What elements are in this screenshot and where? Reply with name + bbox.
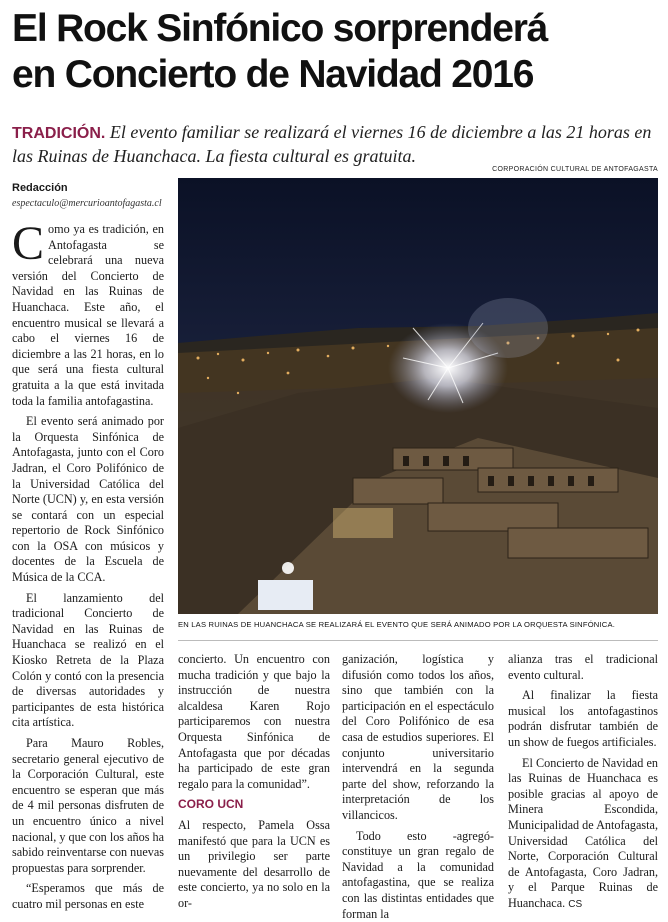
body-paragraph-11: Al finalizar la fiesta musical los antofagastinos podrán disfrutar también de un show de fuegos artificiales.: [508, 688, 658, 749]
headline-line-2: en Concierto de Navidad 2016: [12, 53, 534, 96]
article-column-1: [12, 217, 164, 911]
byline: [12, 182, 172, 209]
photo-caption: EN LAS RUINAS DE HUANCHACA SE REALIZARÁ EL EVENTO QUE SERÁ ANIMADO POR LA ORQUESTA SINFÓNICA.: [178, 620, 616, 629]
photo-credit: CORPORACIÓN CULTURAL DE ANTOFAGASTA: [492, 166, 658, 173]
end-mark: CS: [568, 898, 583, 910]
article-column-2: [178, 652, 330, 910]
byline-email: espectaculo@mercurioantofagasta.cl: [12, 198, 162, 209]
concert-photo: [178, 178, 658, 614]
lead-text: El evento familiar se realizará el viernes 16 de diciembre a las 21 horas en las Ruinas de Huanchaca. La fiesta cultural es gratuita.: [12, 122, 652, 166]
photo-illustration: [178, 178, 658, 614]
body-paragraph-1: [12, 217, 164, 409]
article-column-4: [508, 652, 658, 910]
body-paragraph-3: El lanzamiento del tradicional Concierto de Navidad en las Ruinas de Huanchaca se realizó en el Kiosko Retreta de la Plaza Colón y contó con la presencia de diversas autoridades y participantes de esta histórica cita artística.: [12, 590, 164, 730]
article-column-3: [342, 652, 494, 921]
body-paragraph-1-text: omo ya es tradición, en Antofagasta se celebrará una nueva versión del Concierto de Navidad en las Ruinas de Huanchaca. Este año, el encuentro musical se llevará a cabo el viernes 16 de diciembre a las 21 horas, en lo que será una fiesta cultural gratuita a la que está invitada toda la familia antofagastina.: [12, 222, 164, 408]
subhead-coro-ucn: CORO UCN: [178, 797, 244, 812]
headline-line-1: El Rock Sinfónico sorprenderá: [12, 7, 548, 50]
body-paragraph-12-text: El Concierto de Navidad en las Ruinas de Huanchaca es posible gracias al apoyo de Minera Escondida, Municipalidad de Antofagasta, Universidad Católica del Norte, Corporación Cultural de Antofagasta, Coro Jadran, y el Parque Ruinas de Huanchaca.: [508, 755, 658, 910]
body-paragraph-10: alianza tras el tradicional evento cultural.: [508, 652, 658, 682]
body-paragraph-4: Para Mauro Robles, secretario general ejecutivo de la Corporación Cultural, este encuentro se esperan que más de 4 mil personas disfruten de un encuentro único a nivel nacional, y que con los años ha sabido reinventarse con nuevas propuestas para sorprender.: [12, 736, 164, 875]
body-paragraph-9: Todo esto -agregó- constituye un gran regalo de Navidad a la comunidad antofagastina, que se realiza con las distintas entidades que forman la: [342, 828, 494, 921]
lead-kicker: TRADICIÓN.: [12, 125, 106, 142]
body-paragraph-12: [508, 756, 658, 913]
drop-cap: C: [12, 217, 45, 270]
caption-divider: [178, 640, 658, 641]
body-paragraph-6: concierto. Un encuentro con mucha tradición y que bajo la instrucción de nuestra alcaldesa Karen Rojo participaremos con nuestra Orquesta Sinfónica de Antofagasta que por décadas ha participado de este gran regalo para la comunidad”.: [178, 652, 330, 791]
headline: [12, 6, 660, 98]
body-paragraph-5: “Esperamos que más de cuatro mil personas en este: [12, 881, 164, 911]
lead-paragraph: [12, 121, 660, 167]
body-paragraph-2: El evento será animado por la Orquesta Sinfónica de Antofagasta, junto con el Coro Jadran, el Coro Polifónico de la Universidad Católica del Norte (UCN) y, en esta versión se contará con un especial repertorio de Rock Sinfónico con la OSA con músicos y docentes de la Escuela de Música de la CCA.: [12, 414, 164, 585]
byline-author: Redacción: [12, 182, 68, 194]
body-paragraph-7: Al respecto, Pamela Ossa manifestó que para la UCN es un privilegio ser parte nuevamente del desarrollo de este concierto, ya no solo en la or-: [178, 817, 330, 910]
body-paragraph-8: ganización, logística y difusión como todos los años, sino que también con la participación en el espectáculo del Coro Polifónico de esa casa de estudios superiores. El conjunto universitario intervendrá en la segunda parte del show, reforzando la interpretación de los villancicos.: [342, 652, 494, 822]
